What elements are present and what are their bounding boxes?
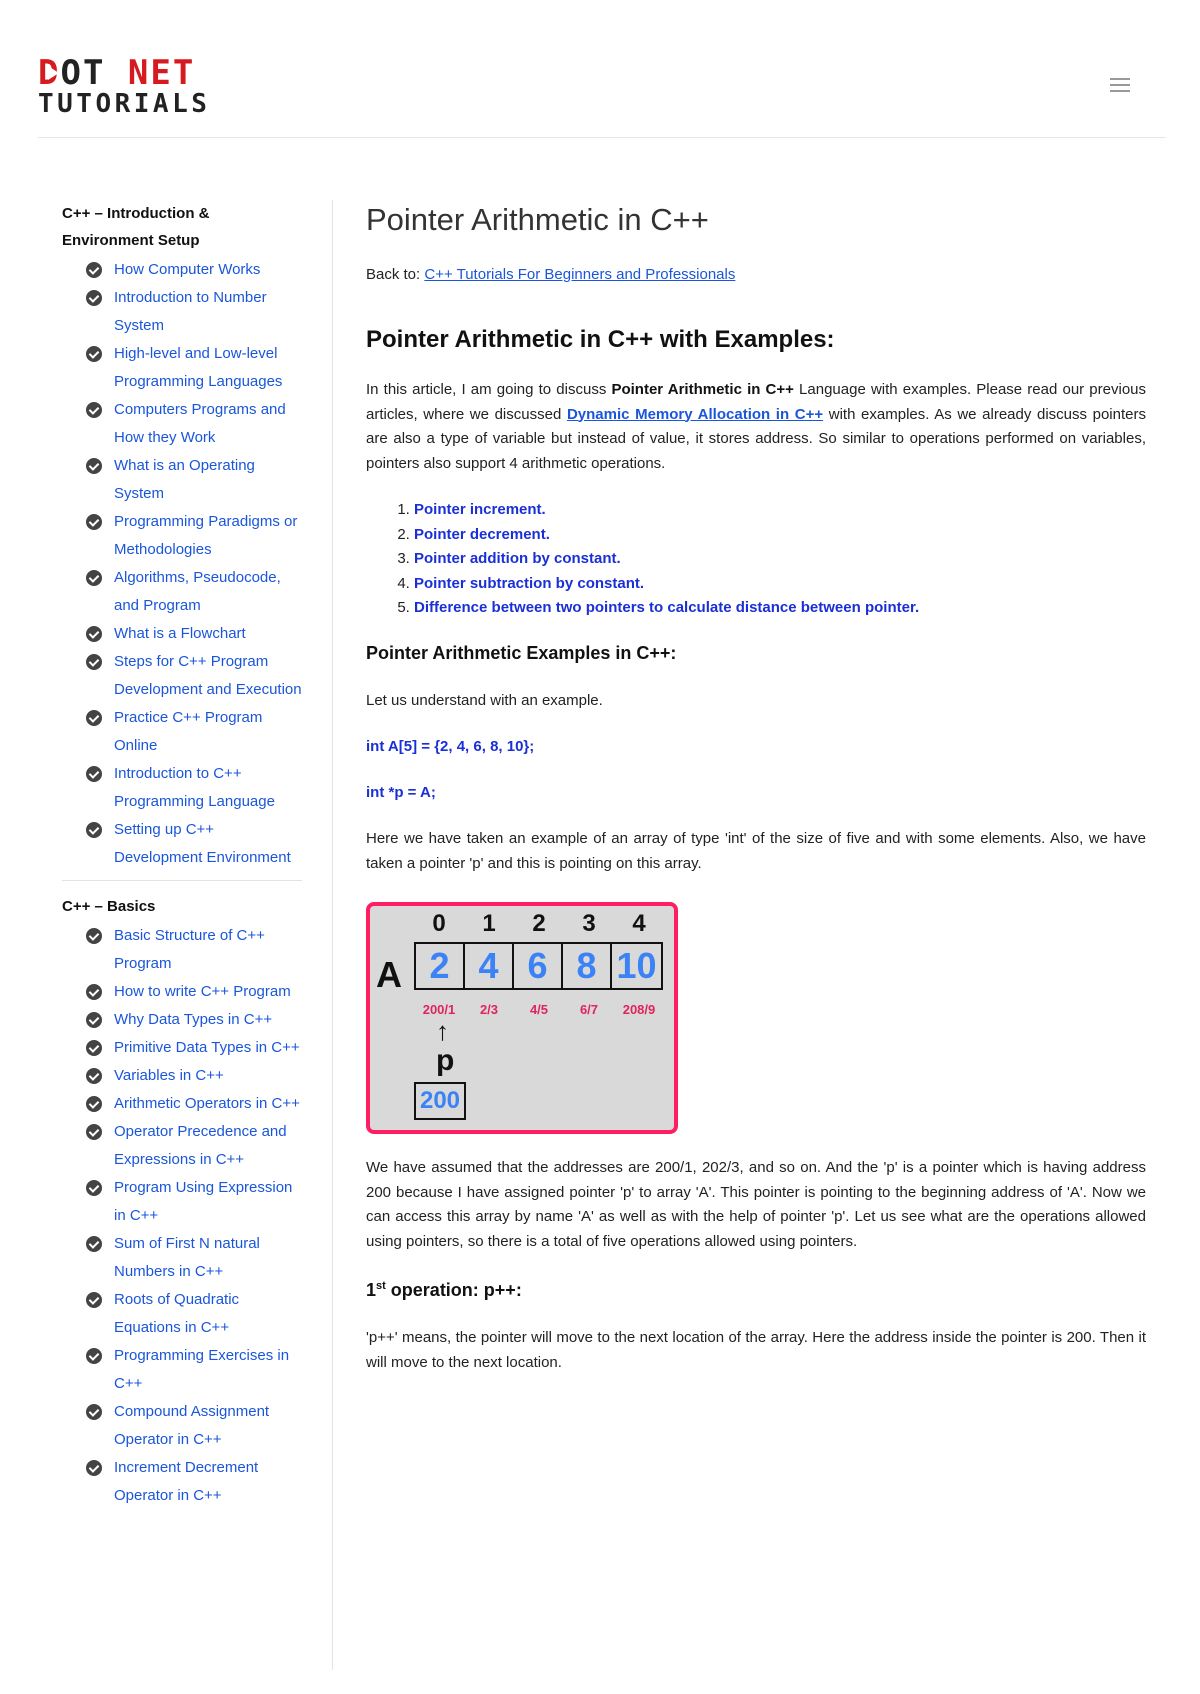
sidebar-item[interactable] [62, 452, 302, 508]
diagram-index: 3 [582, 910, 596, 937]
diagram-pointer-value: 200 [414, 1082, 466, 1120]
hamburger-menu-icon[interactable] [1110, 78, 1130, 94]
sidebar-item[interactable] [62, 1006, 302, 1034]
sidebar-link[interactable]: Practice C++ Program Online [114, 709, 263, 754]
main-content [366, 196, 1146, 1375]
check-circle-icon [86, 1068, 102, 1084]
examples-heading: Pointer Arithmetic Examples in C++: [366, 642, 677, 663]
operations-list [366, 498, 1146, 621]
sidebar-section-title: C++ – Introduction & Environment Setup [62, 205, 210, 249]
section-divider [62, 880, 302, 881]
sidebar-item[interactable] [62, 1286, 302, 1342]
sidebar-link[interactable]: Sum of First N natural Numbers in C++ [114, 1235, 260, 1280]
check-circle-icon [86, 1404, 102, 1420]
check-circle-icon [86, 1180, 102, 1196]
sidebar-section-title: C++ – Basics [62, 898, 156, 915]
sidebar-link[interactable]: Programming Paradigms or Methodologies [114, 513, 298, 558]
operation-1-heading [366, 1272, 1146, 1304]
sidebar-item[interactable] [62, 508, 302, 564]
intro-paragraph [366, 378, 1146, 476]
sidebar-item[interactable] [62, 922, 302, 978]
check-circle-icon [86, 710, 102, 726]
diagram-index: 1 [482, 910, 496, 937]
sidebar-item[interactable] [62, 620, 302, 648]
sidebar-item[interactable] [62, 1230, 302, 1286]
sidebar-item[interactable] [62, 1174, 302, 1230]
sidebar-link[interactable]: Program Using Expression in C++ [114, 1179, 293, 1224]
up-arrow-icon: ↑ [436, 1016, 449, 1046]
operation-label: Pointer decrement. [414, 525, 550, 543]
diagram-address: 6/7 [579, 1002, 599, 1017]
check-circle-icon [86, 514, 102, 530]
sidebar-item[interactable] [62, 284, 302, 340]
breadcrumb-link[interactable]: C++ Tutorials For Beginners and Professionals [424, 266, 736, 283]
sidebar-item[interactable] [62, 648, 302, 704]
diagram-index: 0 [432, 910, 446, 937]
diagram-array-cells [414, 942, 663, 990]
sidebar-link[interactable]: Algorithms, Pseudocode, and Program [114, 569, 281, 614]
sidebar-link[interactable]: How to write C++ Program [114, 983, 291, 1000]
array-paragraph: Here we have taken an example of an array of type 'int' of the size of five and with some elements. Also, we have taken a pointer 'p' and this is pointing on this array. [366, 830, 1146, 872]
sidebar-item[interactable] [62, 816, 302, 872]
check-circle-icon [86, 1124, 102, 1140]
sidebar-link[interactable]: Steps for C++ Program Development and Execution [114, 653, 302, 698]
intro-text-3: with examples. As we already discuss pointers are also a type of variable but instead of value, it stores address. So similar to operations performed on variables, pointers also support 4 arithmetic operations. [366, 405, 1146, 472]
article-heading: Pointer Arithmetic in C++ with Examples: [366, 326, 835, 353]
check-circle-icon [86, 984, 102, 1000]
sidebar-item[interactable] [62, 1034, 302, 1062]
sidebar-link[interactable]: High-level and Low-level Programming Languages [114, 345, 283, 390]
sidebar-link[interactable]: Setting up C++ Development Environment [114, 821, 291, 866]
sidebar-link[interactable]: Basic Structure of C++ Program [114, 927, 265, 972]
ordinal-suffix: st [376, 1280, 386, 1292]
assumed-paragraph: We have assumed that the addresses are 200/1, 202/3, and so on. And the 'p' is a pointer which is having address 200 because I have assigned pointer 'p' to array 'A'. This pointer is pointing to the beginning address of 'A'. Now we can access this array by name 'A' as well as with the help of pointer 'p'. Let us see what are the operations allowed using pointers, so there is a total of five operations allowed using pointers. [366, 1159, 1146, 1250]
list-item [414, 523, 1146, 548]
sidebar-link[interactable]: Increment Decrement Operator in C++ [114, 1459, 259, 1504]
logo-text-top [38, 53, 196, 93]
sidebar-item[interactable] [62, 760, 302, 816]
check-circle-icon [86, 262, 102, 278]
sidebar-link[interactable]: How Computer Works [114, 261, 261, 278]
list-item [414, 572, 1146, 597]
breadcrumb-prefix: Back to: [366, 266, 425, 283]
operation-number: 1 [366, 1280, 377, 1300]
diagram-cell: 4 [465, 944, 514, 988]
check-circle-icon [86, 346, 102, 362]
diagram-indices [414, 910, 664, 938]
sidebar-item[interactable] [62, 256, 302, 284]
check-circle-icon [86, 1012, 102, 1028]
sidebar-link[interactable]: Arithmetic Operators in C++ [114, 1095, 300, 1112]
logo-word-net: NET [105, 53, 196, 93]
breadcrumb [366, 264, 1146, 286]
list-item [414, 547, 1146, 572]
list-item [414, 498, 1146, 523]
previous-article-link[interactable]: Dynamic Memory Allocation in C++ [566, 405, 824, 423]
diagram-cell: 8 [563, 944, 612, 988]
code-line-array: int A[5] = {2, 4, 6, 8, 10}; [366, 738, 535, 755]
diagram-cell: 2 [416, 944, 465, 988]
check-circle-icon [86, 1292, 102, 1308]
logo-letter-d: D [38, 53, 61, 93]
check-circle-icon [86, 1040, 102, 1056]
sidebar-link[interactable]: Introduction to C++ Programming Language [114, 765, 275, 810]
sidebar-item[interactable] [62, 1062, 302, 1090]
diagram-address: 2/3 [479, 1002, 499, 1017]
sidebar-item[interactable] [62, 978, 302, 1006]
sidebar-item[interactable] [62, 1342, 302, 1398]
sidebar-link[interactable]: Programming Exercises in C++ [114, 1347, 290, 1392]
sidebar-item[interactable] [62, 1454, 302, 1510]
diagram-cell: 6 [514, 944, 563, 988]
sidebar-link[interactable]: What is an Operating System [114, 457, 255, 502]
diagram-address: 200/1 [422, 1002, 456, 1017]
pp-paragraph: 'p++' means, the pointer will move to the next location of the array. Here the address inside the pointer is 200. Then it will move to the next location. [366, 1329, 1146, 1371]
check-circle-icon [86, 766, 102, 782]
diagram-index: 4 [632, 910, 646, 937]
diagram-cell: 10 [616, 945, 657, 986]
understand-paragraph: Let us understand with an example. [366, 691, 603, 709]
sidebar-link[interactable]: Roots of Quadratic Equations in C++ [114, 1291, 240, 1336]
sidebar-item[interactable] [62, 564, 302, 620]
intro-text-2: Language with examples. Please read our previous articles, where we discussed [366, 381, 1146, 423]
check-circle-icon [86, 1096, 102, 1112]
sidebar-link[interactable]: Introduction to Number System [114, 289, 267, 334]
sidebar-divider [332, 200, 333, 1670]
check-circle-icon [86, 402, 102, 418]
code-line-pointer: int *p = A; [366, 784, 436, 801]
sidebar-item[interactable] [62, 704, 302, 760]
operation-title: operation: p++: [385, 1280, 522, 1300]
check-circle-icon [86, 1348, 102, 1364]
site-logo[interactable] [38, 53, 211, 119]
operation-label: Difference between two pointers to calculate distance between pointer. [414, 599, 920, 616]
check-circle-icon [86, 1236, 102, 1252]
sidebar-list [62, 256, 302, 872]
page-title: Pointer Arithmetic in C++ [366, 202, 709, 237]
sidebar-item[interactable] [62, 396, 302, 452]
sidebar-link[interactable]: Primitive Data Types in C++ [114, 1039, 300, 1056]
diagram-array-name: A [376, 954, 402, 995]
intro-bold: Pointer Arithmetic in C++ [611, 381, 794, 398]
check-circle-icon [86, 928, 102, 944]
sidebar-item[interactable] [62, 1398, 302, 1454]
sidebar-link[interactable]: Variables in C++ [114, 1067, 224, 1084]
sidebar-link[interactable]: Compound Assignment Operator in C++ [114, 1403, 270, 1448]
intro-text-1: In this article, I am going to discuss [366, 381, 612, 398]
diagram-address: 208/9 [622, 1002, 656, 1017]
sidebar-item[interactable] [62, 340, 302, 396]
operation-label: Pointer addition by constant. [414, 550, 621, 567]
sidebar-list [62, 922, 302, 1510]
array-pointer-diagram [366, 902, 678, 1134]
sidebar-link[interactable]: Why Data Types in C++ [114, 1011, 273, 1028]
diagram-addresses [414, 1002, 664, 1020]
logo-letters-ot: OT [60, 53, 106, 93]
check-circle-icon [86, 654, 102, 670]
play-icon [48, 66, 59, 80]
check-circle-icon [86, 1460, 102, 1476]
sidebar-item[interactable] [62, 1090, 302, 1118]
sidebar-link[interactable]: Computers Programs and How they Work [114, 401, 286, 446]
diagram-address: 4/5 [529, 1002, 549, 1017]
operation-label: Pointer subtraction by constant. [414, 574, 645, 592]
check-circle-icon [86, 822, 102, 838]
logo-text-bottom: TUTORIALS [38, 89, 211, 119]
list-item [414, 596, 1146, 621]
check-circle-icon [86, 626, 102, 642]
diagram-pointer-name: p [436, 1044, 455, 1077]
check-circle-icon [86, 570, 102, 586]
operation-label: Pointer increment. [414, 501, 546, 518]
check-circle-icon [86, 290, 102, 306]
diagram-index: 2 [532, 910, 546, 937]
check-circle-icon [86, 458, 102, 474]
sidebar-item[interactable] [62, 1118, 302, 1174]
sidebar-link[interactable]: What is a Flowchart [114, 625, 246, 642]
sidebar-link[interactable]: Operator Precedence and Expressions in C++ [114, 1123, 287, 1168]
sidebar [62, 200, 302, 1510]
